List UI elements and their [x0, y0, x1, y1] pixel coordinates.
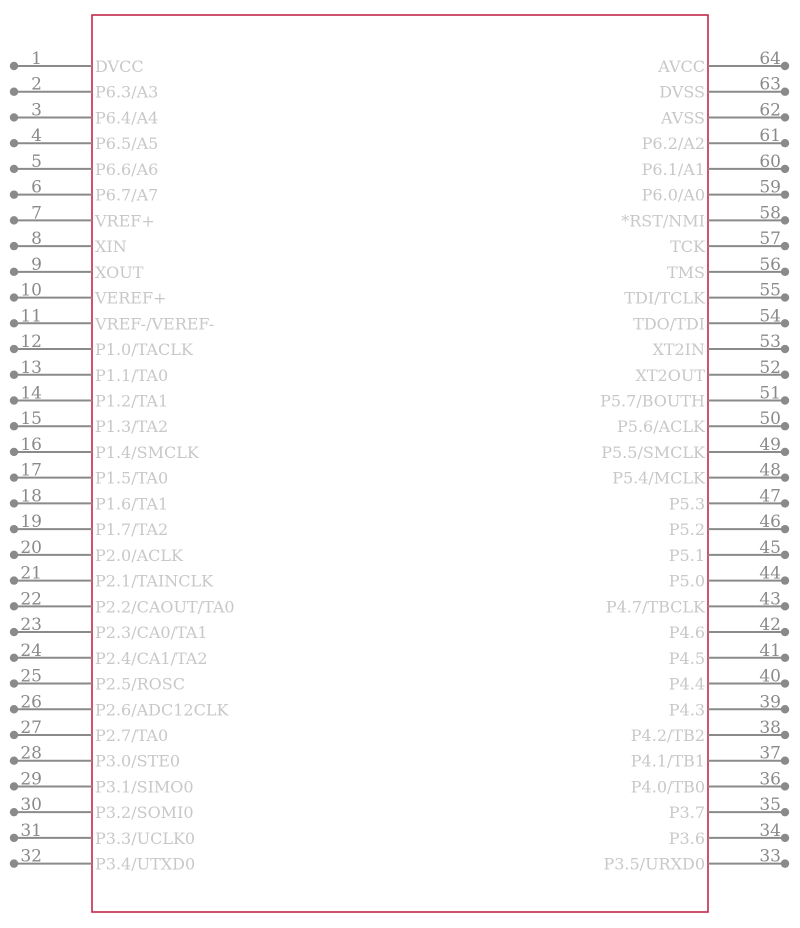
pin-number: 23 — [20, 615, 42, 636]
pin-31 — [10, 821, 195, 848]
pin-1 — [10, 49, 144, 76]
pin-endpoint-dot — [10, 293, 18, 301]
pin-endpoint-dot — [10, 165, 18, 173]
pin-endpoint-dot — [781, 268, 789, 276]
pin-endpoint-dot — [781, 551, 789, 559]
pin-61 — [642, 126, 790, 153]
pin-4 — [10, 126, 159, 153]
pin-endpoint-dot — [781, 422, 789, 430]
pin-37 — [631, 744, 789, 771]
pin-name-label: P3.2/SOMI0 — [95, 803, 194, 823]
pin-number: 32 — [20, 846, 42, 867]
pin-11 — [10, 306, 214, 333]
pin-8 — [10, 229, 127, 256]
pin-54 — [633, 306, 789, 333]
pin-number: 4 — [31, 126, 42, 147]
pin-endpoint-dot — [781, 602, 789, 610]
pin-number: 41 — [759, 640, 781, 661]
pin-number: 33 — [759, 846, 781, 867]
pin-name-label: P2.5/ROSC — [95, 674, 185, 694]
pin-16 — [10, 435, 200, 462]
pin-endpoint-dot — [10, 602, 18, 610]
pin-2 — [10, 75, 159, 102]
pin-name-label: TDO/TDI — [633, 314, 705, 334]
pin-52 — [635, 358, 789, 385]
pin-38 — [631, 718, 789, 745]
pin-17 — [10, 461, 168, 488]
pin-number: 29 — [20, 769, 42, 790]
pin-60 — [642, 152, 790, 179]
pin-24 — [10, 641, 208, 668]
pin-endpoint-dot — [781, 190, 789, 198]
pin-name-label: P5.4/MCLK — [612, 468, 705, 488]
pin-number: 26 — [20, 692, 42, 713]
pin-endpoint-dot — [10, 499, 18, 507]
pin-endpoint-dot — [781, 473, 789, 481]
pin-34 — [669, 821, 789, 848]
pin-endpoint-dot — [10, 422, 18, 430]
pin-number: 25 — [20, 666, 42, 687]
pin-name-label: P2.0/ACLK — [95, 545, 183, 565]
pin-name-label: P1.6/TA1 — [95, 494, 169, 514]
pin-45 — [669, 538, 789, 565]
pin-endpoint-dot — [781, 139, 789, 147]
pin-endpoint-dot — [10, 628, 18, 636]
pin-3 — [10, 100, 159, 127]
pin-number: 20 — [20, 537, 42, 558]
pin-endpoint-dot — [10, 242, 18, 250]
pin-endpoint-dot — [781, 525, 789, 533]
pin-endpoint-dot — [781, 834, 789, 842]
pin-name-label: TMS — [666, 262, 705, 282]
pin-endpoint-dot — [10, 345, 18, 353]
pin-number: 15 — [20, 409, 42, 430]
pin-endpoint-dot — [781, 448, 789, 456]
pin-number: 49 — [759, 434, 781, 455]
pin-name-label: XIN — [95, 237, 127, 257]
pin-name-label: P5.5/SMCLK — [601, 442, 705, 462]
pin-endpoint-dot — [10, 782, 18, 790]
pin-name-label: P1.2/TA1 — [95, 391, 169, 411]
pin-number: 53 — [759, 332, 781, 353]
pin-6 — [10, 178, 159, 205]
pin-name-label: P4.1/TB1 — [630, 751, 705, 771]
pin-number: 46 — [759, 512, 781, 533]
pin-name-label: P2.3/CA0/TA1 — [95, 623, 208, 643]
pin-name-label: P6.0/A0 — [641, 185, 705, 205]
pin-number: 40 — [759, 666, 781, 687]
pin-27 — [10, 718, 168, 745]
pin-21 — [10, 564, 214, 591]
pin-endpoint-dot — [781, 165, 789, 173]
pin-number: 2 — [31, 74, 42, 95]
pin-40 — [669, 667, 789, 694]
pin-endpoint-dot — [781, 293, 789, 301]
pin-name-label: TCK — [670, 237, 705, 257]
pin-endpoint-dot — [781, 628, 789, 636]
pin-number: 54 — [759, 306, 781, 327]
pin-endpoint-dot — [781, 319, 789, 327]
pin-15 — [10, 409, 168, 436]
pin-endpoint-dot — [10, 654, 18, 662]
pin-endpoint-dot — [781, 654, 789, 662]
pin-name-label: P3.1/SIMO0 — [95, 777, 194, 797]
pin-5 — [10, 152, 159, 179]
pin-endpoint-dot — [781, 705, 789, 713]
pin-number: 36 — [759, 769, 781, 790]
pin-number: 6 — [31, 177, 42, 198]
pin-number: 21 — [20, 563, 42, 584]
pin-endpoint-dot — [781, 62, 789, 70]
pin-59 — [642, 178, 790, 205]
pin-endpoint-dot — [10, 808, 18, 816]
pin-name-label: P1.4/SMCLK — [95, 442, 199, 462]
pin-name-label: P4.6 — [668, 623, 705, 643]
pin-name-label: P3.0/STE0 — [95, 751, 181, 771]
pin-7 — [10, 203, 155, 230]
pin-number: 57 — [759, 229, 781, 250]
pin-23 — [10, 615, 208, 642]
pin-name-label: P4.2/TB2 — [630, 725, 705, 745]
pin-number: 1 — [31, 49, 42, 69]
pin-name-label: P5.6/ACLK — [617, 417, 705, 437]
pin-29 — [10, 769, 194, 796]
pin-endpoint-dot — [10, 448, 18, 456]
pin-endpoint-dot — [781, 396, 789, 404]
pin-endpoint-dot — [10, 371, 18, 379]
pin-55 — [624, 281, 789, 308]
pin-33 — [603, 847, 789, 874]
pin-number: 28 — [20, 743, 42, 764]
pin-41 — [669, 641, 789, 668]
left-pin-column — [10, 49, 235, 874]
pin-number: 60 — [759, 151, 781, 172]
pin-name-label: XOUT — [95, 262, 144, 282]
pin-number: 12 — [20, 332, 42, 353]
pin-name-label: XT2IN — [652, 340, 705, 360]
pin-number: 58 — [759, 203, 781, 224]
pin-9 — [10, 255, 144, 282]
pin-number: 9 — [31, 254, 42, 275]
pin-26 — [10, 692, 230, 719]
pin-name-label: P1.5/TA0 — [95, 468, 169, 488]
pin-19 — [10, 512, 168, 539]
pin-57 — [670, 229, 789, 256]
pin-name-label: P6.1/A1 — [641, 159, 705, 179]
pin-endpoint-dot — [10, 679, 18, 687]
pin-number: 48 — [759, 460, 781, 481]
pin-endpoint-dot — [781, 859, 789, 867]
pin-number: 42 — [759, 615, 781, 636]
pin-name-label: P1.7/TA2 — [95, 520, 169, 540]
pin-name-label: P5.1 — [668, 545, 705, 565]
pin-56 — [667, 255, 789, 282]
pin-endpoint-dot — [10, 139, 18, 147]
pin-number: 24 — [20, 640, 42, 661]
pin-50 — [617, 409, 789, 436]
pin-49 — [601, 435, 789, 462]
pin-name-label: P4.7/TBCLK — [605, 597, 705, 617]
pin-39 — [669, 692, 789, 719]
pin-name-label: P6.4/A4 — [95, 108, 159, 128]
pin-number: 22 — [20, 589, 42, 610]
pin-name-label: P6.5/A5 — [95, 134, 159, 154]
pin-12 — [10, 332, 194, 359]
pin-name-label: P1.1/TA0 — [95, 365, 169, 385]
pin-name-label: P5.2 — [668, 520, 705, 540]
pin-53 — [652, 332, 789, 359]
pin-number: 11 — [20, 306, 42, 327]
pin-endpoint-dot — [781, 731, 789, 739]
pin-name-label: VREF-/VEREF- — [95, 314, 215, 334]
pin-name-label: AVSS — [661, 108, 705, 128]
pin-name-label: *RST/NMI — [621, 211, 705, 231]
pin-endpoint-dot — [781, 679, 789, 687]
pin-46 — [669, 512, 789, 539]
pin-endpoint-dot — [781, 345, 789, 353]
pin-62 — [660, 100, 789, 127]
pin-22 — [10, 589, 235, 616]
pin-endpoint-dot — [781, 242, 789, 250]
pin-name-label: P4.4 — [668, 674, 705, 694]
pin-36 — [631, 769, 789, 796]
pin-32 — [10, 847, 195, 874]
pin-endpoint-dot — [781, 757, 789, 765]
right-pin-column — [600, 49, 789, 874]
pin-endpoint-dot — [10, 88, 18, 96]
pin-number: 51 — [759, 383, 781, 404]
pin-name-label: VEREF+ — [95, 288, 167, 308]
pin-number: 19 — [20, 512, 42, 533]
pin-name-label: P3.4/UTXD0 — [95, 854, 196, 874]
pin-name-label: P3.6 — [668, 828, 705, 848]
pin-number: 38 — [759, 717, 781, 738]
pin-number: 10 — [20, 280, 42, 301]
pin-number: 18 — [20, 486, 42, 507]
pin-endpoint-dot — [10, 190, 18, 198]
pin-endpoint-dot — [10, 834, 18, 842]
pin-endpoint-dot — [10, 62, 18, 70]
pin-number: 14 — [20, 383, 42, 404]
pin-number: 13 — [20, 357, 42, 378]
pin-endpoint-dot — [10, 731, 18, 739]
pin-name-label: P2.1/TAINCLK — [95, 571, 214, 591]
pin-51 — [600, 383, 789, 410]
pin-endpoint-dot — [10, 473, 18, 481]
pin-64 — [657, 49, 789, 76]
pin-endpoint-dot — [10, 396, 18, 404]
pin-name-label: P2.7/TA0 — [95, 725, 169, 745]
pin-number: 50 — [759, 409, 781, 430]
pin-number: 8 — [31, 229, 42, 250]
pin-endpoint-dot — [781, 499, 789, 507]
pin-name-label: P2.4/CA1/TA2 — [95, 648, 208, 668]
pin-endpoint-dot — [781, 808, 789, 816]
pin-number: 62 — [759, 100, 781, 121]
pin-name-label: DVCC — [95, 57, 144, 76]
pin-name-label: P4.5 — [668, 648, 705, 668]
pin-endpoint-dot — [10, 705, 18, 713]
pin-name-label: DVSS — [659, 82, 705, 102]
pin-number: 44 — [759, 563, 781, 584]
pin-name-label: P2.6/ADC12CLK — [95, 700, 229, 720]
pin-42 — [669, 615, 789, 642]
pin-name-label: P3.3/UCLK0 — [95, 828, 196, 848]
pin-endpoint-dot — [10, 319, 18, 327]
pin-25 — [10, 667, 185, 694]
pin-name-label: P6.6/A6 — [95, 159, 159, 179]
pin-name-label: AVCC — [658, 57, 705, 76]
pin-name-label: P1.3/TA2 — [95, 417, 169, 437]
pin-number: 16 — [20, 434, 42, 455]
pin-number: 17 — [20, 460, 42, 481]
pin-endpoint-dot — [10, 757, 18, 765]
pin-endpoint-dot — [781, 113, 789, 121]
pin-63 — [659, 75, 789, 102]
pin-number: 56 — [759, 254, 781, 275]
pin-name-label: P6.7/A7 — [95, 185, 159, 205]
pin-name-label: P5.7/BOUTH — [600, 391, 705, 411]
pin-number: 35 — [759, 795, 781, 816]
pin-35 — [669, 795, 789, 822]
pin-20 — [10, 538, 184, 565]
pin-endpoint-dot — [781, 371, 789, 379]
pin-endpoint-dot — [10, 859, 18, 867]
pin-number: 52 — [759, 357, 781, 378]
pin-18 — [10, 486, 168, 513]
pin-name-label: P6.2/A2 — [641, 134, 705, 154]
pin-name-label: P1.0/TACLK — [95, 340, 193, 360]
pin-number: 34 — [759, 820, 781, 841]
pin-number: 37 — [759, 743, 781, 764]
pin-number: 63 — [759, 74, 781, 95]
pin-name-label: TDI/TCLK — [624, 288, 705, 308]
pin-number: 55 — [759, 280, 781, 301]
pin-48 — [612, 461, 789, 488]
pin-43 — [606, 589, 789, 616]
pin-name-label: P5.0 — [668, 571, 705, 591]
pin-number: 59 — [759, 177, 781, 198]
pin-endpoint-dot — [781, 782, 789, 790]
pin-number: 39 — [759, 692, 781, 713]
pin-endpoint-dot — [10, 113, 18, 121]
pin-name-label: VREF+ — [95, 211, 155, 231]
pin-endpoint-dot — [10, 268, 18, 276]
pin-endpoint-dot — [10, 576, 18, 584]
pin-number: 7 — [31, 203, 42, 224]
pin-endpoint-dot — [781, 216, 789, 224]
pin-14 — [10, 383, 168, 410]
pin-endpoint-dot — [10, 525, 18, 533]
pin-name-label: P2.2/CAOUT/TA0 — [95, 597, 235, 617]
pin-10 — [10, 281, 167, 308]
pin-number: 30 — [20, 795, 42, 816]
pin-name-label: XT2OUT — [635, 365, 705, 385]
pin-name-label: P6.3/A3 — [95, 82, 159, 102]
pin-name-label: P3.7 — [668, 803, 705, 823]
pin-number: 64 — [759, 49, 781, 69]
pin-number: 5 — [31, 151, 42, 172]
pin-47 — [669, 486, 789, 513]
pin-number: 3 — [31, 100, 42, 121]
pin-number: 61 — [759, 126, 781, 147]
pin-number: 43 — [759, 589, 781, 610]
pin-endpoint-dot — [10, 551, 18, 559]
pin-13 — [10, 358, 168, 385]
pin-58 — [621, 203, 789, 230]
pin-number: 45 — [759, 537, 781, 558]
pin-name-label: P4.0/TB0 — [630, 777, 705, 797]
pin-number: 31 — [20, 820, 42, 841]
pin-30 — [10, 795, 194, 822]
pin-name-label: P5.3 — [668, 494, 705, 514]
pin-endpoint-dot — [10, 216, 18, 224]
pin-number: 27 — [20, 717, 42, 738]
pin-44 — [669, 564, 789, 591]
pin-endpoint-dot — [781, 576, 789, 584]
pin-name-label: P4.3 — [668, 700, 705, 720]
pin-number: 47 — [759, 486, 781, 507]
pin-name-label: P3.5/URXD0 — [603, 854, 705, 874]
pin-endpoint-dot — [781, 88, 789, 96]
pin-28 — [10, 744, 180, 771]
